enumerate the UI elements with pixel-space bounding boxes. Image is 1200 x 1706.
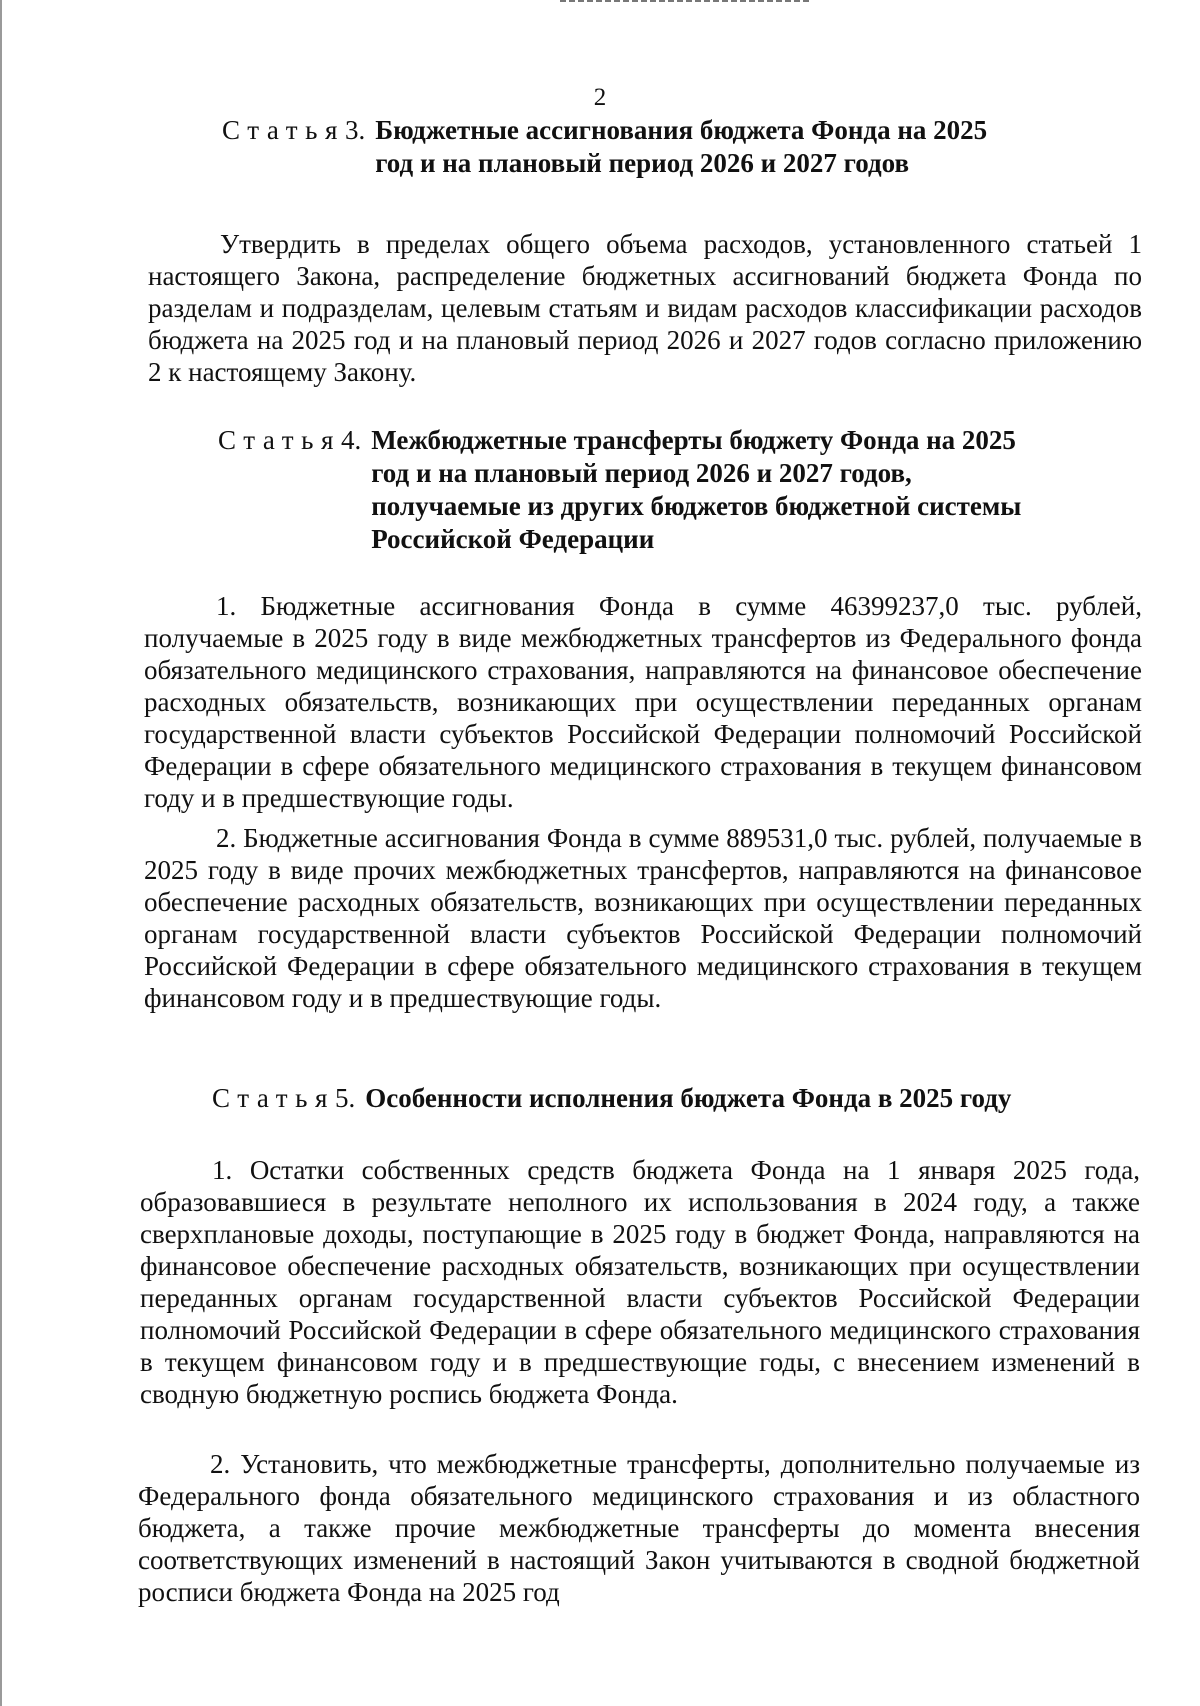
article-label: Статья [222, 115, 345, 145]
article-3-heading [0, 114, 1200, 180]
article-number: 3. [344, 115, 366, 145]
article-label: Статья [218, 425, 341, 455]
article-title: Бюджетные ассигнования бюджета Фонда на 2025 год и на плановый период 2026 и 2027 годов [375, 115, 988, 178]
article-title: Межбюджетные трансферты бюджету Фонда на 2025 год и на плановый период 2026 и 2027 годов, получаемые из других бюджетов бюджетной системы Российской Федерации [371, 425, 1022, 554]
article-5-paragraph-1: 1. Остатки собственных средств бюджета Фонда на 1 января 2025 года, образовавшиеся в результате неполного их использования в 2024 году, а также сверхплановые доходы, поступающие в 2025 году в бюджет Фонда, направляются на финансовое обеспечение расходных обязательств, возникающих при осуществлении переданных органам государственной власти субъектов Российской Федерации полномочий Российской Федерации в сфере обязательного медицинского страхования в текущем финансовом году и в предшествующие годы, с внесением изменений в сводную бюджетную роспись бюджета Фонда. [140, 1155, 1140, 1409]
scan-edge-top [560, 0, 810, 2]
article-label: Статья [212, 1083, 335, 1113]
article-4-paragraph-2: 2. Бюджетные ассигнования Фонда в сумме 889531,0 тыс. рублей, получаемые в 2025 году в виде прочих межбюджетных трансфертов, направляются на финансовое обеспечение расходных обязательств, возникающих при осуществлении переданных органам государственной власти субъектов Российской Федерации полномочий Российской Федерации в сфере обязательного медицинского страхования в текущем финансовом году и в предшествующие годы. [144, 823, 1142, 1013]
article-title: Особенности исполнения бюджета Фонда в 2025 году [365, 1083, 1012, 1113]
page-number: 2 [593, 84, 607, 111]
article-number: 4. [340, 425, 362, 455]
article-5-paragraph-2: 2. Установить, что межбюджетные трансферты, дополнительно получаемые из Федерального фонда обязательного медицинского страхования и из областного бюджета, а также прочие межбюджетные трансферты до момента внесения соответствующих изменений в настоящий Закон учитываются в сводной бюджетной росписи бюджета Фонда на 2025 год [138, 1449, 1140, 1607]
scan-edge-left [0, 0, 2, 1706]
article-5-heading [0, 1082, 1200, 1115]
article-number: 5. [334, 1083, 356, 1113]
article-4-paragraph-1: 1. Бюджетные ассигнования Фонда в сумме 46399237,0 тыс. рублей, получаемые в 2025 году в виде межбюджетных трансфертов из Федерального фонда обязательного медицинского страхования, направляются на финансовое обеспечение расходных обязательств, возникающих при осуществлении переданных органам государственной власти субъектов Российской Федерации полномочий Российской Федерации в сфере обязательного медицинского страхования в текущем финансовом году и в предшествующие годы. [144, 591, 1142, 813]
article-3-paragraph-1: Утвердить в пределах общего объема расходов, установленного статьей 1 настоящего Закона, распределение бюджетных ассигнований бюджета Фонда по разделам и подразделам, целевым статьям и видам расходов классификации расходов бюджета на 2025 год и на плановый период 2026 и 2027 годов согласно приложению 2 к настоящему Закону. [148, 229, 1142, 387]
article-4-heading [0, 424, 1200, 556]
